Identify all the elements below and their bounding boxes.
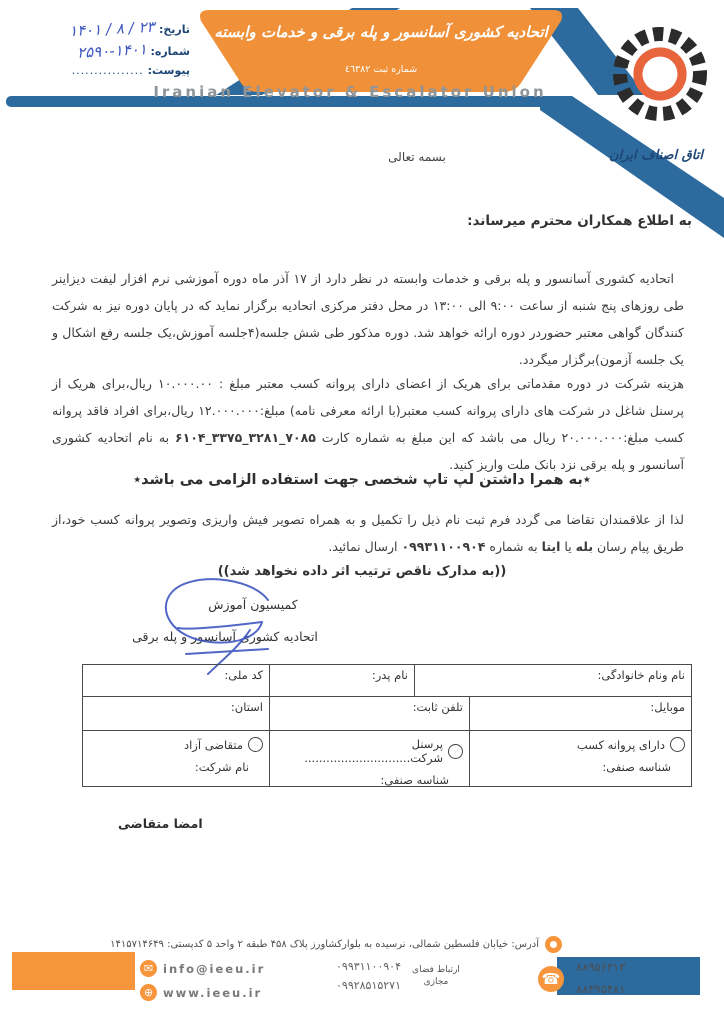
table-row xyxy=(83,730,691,786)
registration-text-c: ارسال نمائید. xyxy=(328,539,402,554)
attachment-label: پیوست: xyxy=(147,64,190,77)
radio-circle-icon xyxy=(670,737,685,752)
registration-text-or: یا xyxy=(560,539,576,554)
phone-number: ۸۸۹۵۶۳۱۳ xyxy=(576,960,626,974)
fees-text-a: هزینه شرکت در دوره مقدماتی برای هریک از اعضای دارای پروانه کسب معتبر مبلغ : ۱۰.۰۰۰.۰۰ ریال،برای هریک از پرسنل شاغل در شرکت های دارای پروانه کسب معتبر(با ارائه معرفی نامه) مبلغ:۱۲.۰۰۰.۰۰۰ ریال،برای افراد فاقد پروانه کسب مبلغ:۲۰.۰۰۰.۰۰۰ ریال می باشد که این مبلغ به شماره کارت xyxy=(52,376,684,445)
letter-meta-block xyxy=(10,17,190,81)
virtual-numbers xyxy=(336,960,401,992)
number-row xyxy=(10,42,190,60)
knot-icon xyxy=(630,44,689,104)
option-label: دارای پروانه کسب xyxy=(576,737,665,752)
option-company-staff xyxy=(270,737,463,765)
website-line xyxy=(140,984,262,1001)
field-province: استان: xyxy=(230,700,263,714)
email-address: info@ieeu.ir xyxy=(163,961,266,976)
email-line xyxy=(140,960,265,977)
attachment-dots: ................ xyxy=(71,64,144,77)
union-name-farsi: اتحادیه کشوری آسانسور و پله برقی و خدمات وابسته xyxy=(214,23,548,41)
registration-phone-number: ۰۹۹۳۱۱۰۰۹۰۴ xyxy=(401,539,486,554)
card-number: ۶۱۰۴_۳۳۷۵_۳۲۸۱_۷۰۸۵ xyxy=(175,430,316,445)
logo-caption: اتاق اصناف ایران xyxy=(609,148,703,163)
radio-circle-icon xyxy=(248,737,263,752)
guild-chamber-logo xyxy=(620,34,700,114)
radio-circle-icon xyxy=(448,744,463,759)
field-father-name: نام پدر: xyxy=(269,665,414,696)
signature-union-line: اتحادیه کشوری آسانسور و پله برقی xyxy=(132,629,318,644)
table-row xyxy=(83,665,691,696)
virtual-number: ۰۹۹۲۸۵۱۵۲۷۱ xyxy=(336,979,401,992)
attachment-row xyxy=(10,64,190,77)
union-name-english: Iranian Elevator & Escalator Union xyxy=(153,83,547,101)
address-line xyxy=(110,936,562,953)
option-label: متقاضی آزاد xyxy=(183,737,243,752)
gear-icon xyxy=(620,34,700,114)
phone-numbers xyxy=(576,960,625,996)
laptop-required-note: ٭به همرا داشتن لپ تاپ شخصی جهت استفاده الزامی می باشد٭ xyxy=(133,472,591,488)
date-handwritten-value: ۲۳ / ۸ / ۱۴۰۱ xyxy=(68,17,156,41)
number-label: شماره: xyxy=(150,44,190,58)
option-freelance xyxy=(83,737,263,752)
bale-app-name: بله xyxy=(575,539,594,554)
option-label: پرسنل شرکت............................. xyxy=(304,737,443,765)
option-license-holder-cell xyxy=(469,731,691,786)
virtual-contact-label: ارتباط فضای مجازی xyxy=(412,965,460,987)
signature-commission-line: کمیسیون آموزش xyxy=(208,597,298,612)
address-text: آدرس: خیابان فلسطین شمالی، نرسیده به بلوارکشاورز پلاک ۴۵۸ طبقه ۲ واحد ۵ کدپستی: ۱۴۱۵۷۱۴۶۴۹ xyxy=(110,939,539,950)
incomplete-docs-note: ((به مدارک ناقص ترتیب اثر داده نخواهد شد)) xyxy=(217,564,507,579)
eitaa-app-name: ایتا xyxy=(541,539,561,554)
location-pin-icon xyxy=(545,936,562,953)
envelope-icon: ✉ xyxy=(140,960,157,977)
paragraph-course-announcement: اتحادیه کشوری آسانسور و پله برقی و خدمات وابسته در نظر دارد از ۱۷ آذر ماه دوره آموزشی نرم افزار لیفت دیزاینر طی روزهای پنج شنبه از ساعت ۹:۰۰ الی ۱۳:۰۰ در محل دفتر مرکزی اتحادیه برگزار نماید که در پایان دوره نیز به شرکت کنندگان گواهی معتبر حضوردر دوره ارائه خواهد شد. دوره مذکور طی شش جلسه(۴جلسه آموزش،یک جلسه رفع اشکال و یک جلسه آزمون)برگزار میگردد. xyxy=(52,271,684,367)
field-landline: تلفن ثابت: xyxy=(269,697,469,730)
applicant-signature-label: امضا متقاضی xyxy=(118,816,203,831)
field-guild-id: شناسه صنفی: xyxy=(380,773,449,787)
field-guild-id: شناسه صنفی: xyxy=(602,760,671,774)
website-address: www.ieeu.ir xyxy=(163,985,263,1000)
option-company-staff-cell xyxy=(269,731,469,786)
registration-text-a: لذا از علاقمندان تقاضا می گردد فرم ثبت نام ذیل را تکمیل و به همراه تصویر فیش واریزی وتصویر پروانه کسب خود،از طریق پیام رسان xyxy=(52,512,684,554)
date-label: تاریخ: xyxy=(158,22,190,36)
field-company-name: نام شرکت: xyxy=(194,760,249,774)
footer-orange-block xyxy=(12,952,135,990)
option-freelance-cell xyxy=(83,731,269,786)
number-handwritten-value: ۲۵۹۰-۱۴۰۱ xyxy=(76,40,147,62)
option-license-holder xyxy=(470,737,685,752)
paragraph-registration xyxy=(52,506,684,560)
date-row xyxy=(10,17,190,41)
salutation: به اطلاع همکاران محترم میرساند: xyxy=(467,213,692,229)
paragraph-fees xyxy=(52,370,684,478)
field-national-id: کد ملی: xyxy=(224,668,263,682)
virtual-number: ۰۹۹۳۱۱۰۰۹۰۴ xyxy=(336,960,401,973)
registration-number: شماره ثبت ٤٦٣٨٢ xyxy=(344,64,418,75)
table-row xyxy=(83,696,691,730)
field-mobile: موبایل: xyxy=(469,697,691,730)
globe-icon: ⊕ xyxy=(140,984,157,1001)
registration-text-b: به شماره xyxy=(485,539,542,554)
fees-text-b: به نام اتحادیه کشوری آسانسور و پله برقی نزد بانک ملت واریز کنید. xyxy=(52,430,684,472)
phone-icon: ☎ xyxy=(538,966,564,992)
virtual-contact-block xyxy=(336,960,465,992)
field-full-name: نام ونام خانوادگی: xyxy=(414,665,691,696)
bismillah: بسمه تعالی xyxy=(388,150,446,164)
phone-number: ۸۸۳۹۵۴۸۱ xyxy=(576,982,626,996)
registration-form-table xyxy=(82,664,692,787)
